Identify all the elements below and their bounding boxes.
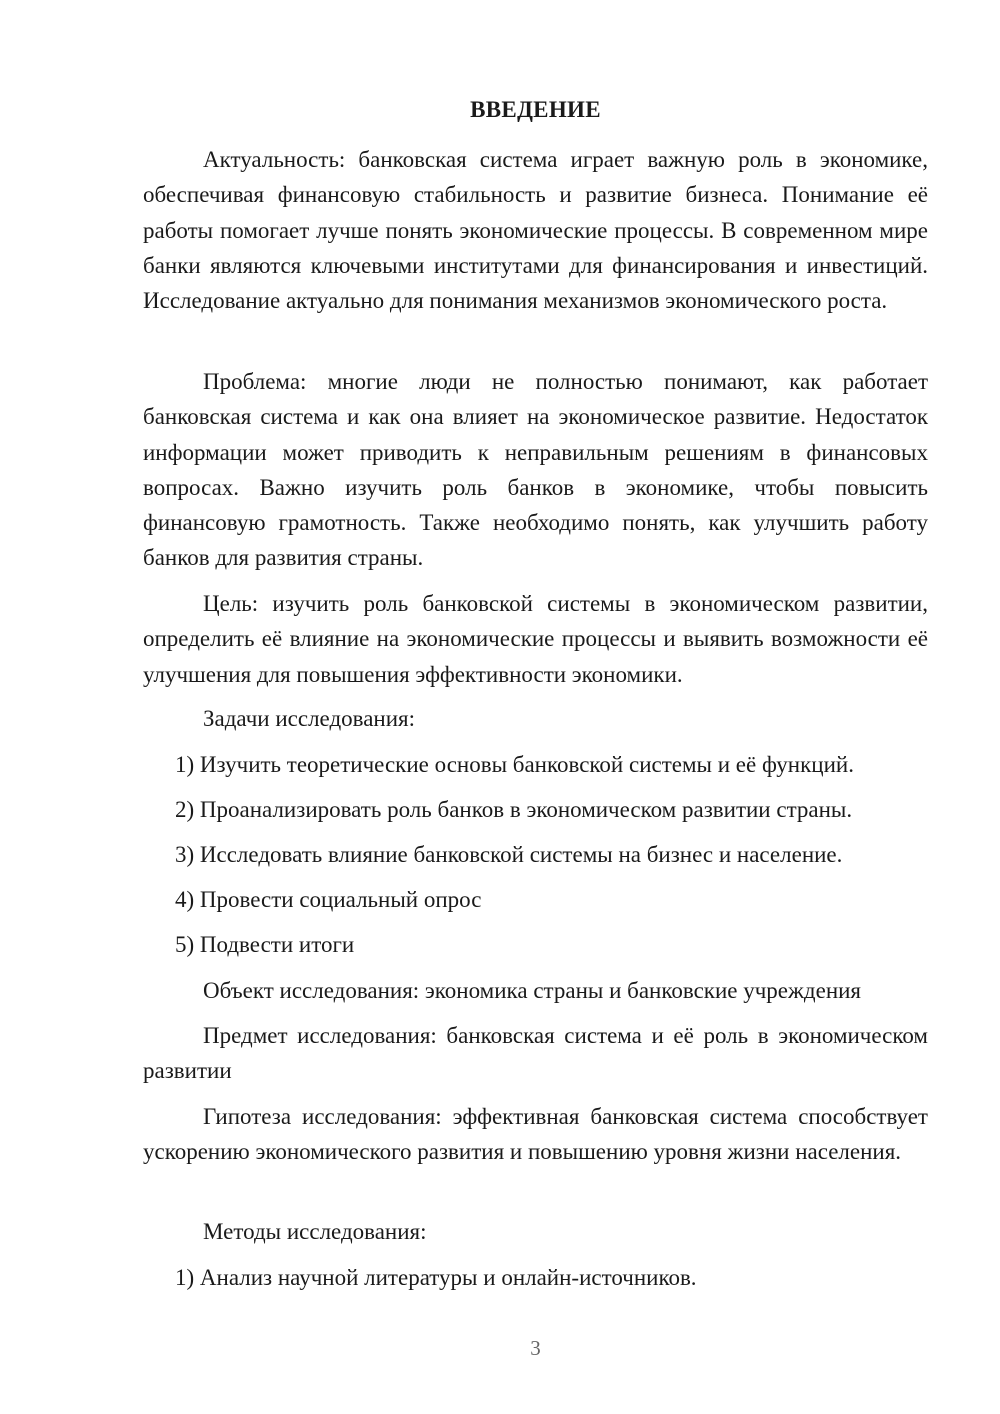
object-line: Объект исследования: экономика страны и банковские учреждения bbox=[203, 978, 862, 1003]
paragraph-problem: Проблема: многие люди не полностью понимают, как работает банковская система и как она влияет на экономическое развитие. Недостаток информации может приводить к неправильным решениям в финансовых вопросах. Важно изучить роль банков в экономике, чтобы повысить финансовую грамотность. Также необходимо понять, как улучшить работу банков для развития страны. bbox=[143, 369, 928, 571]
task-item-3: 3) Исследовать влияние банковской системы на бизнес и население. bbox=[175, 842, 843, 867]
task-item-1: 1) Изучить теоретические основы банковской системы и её функций. bbox=[175, 752, 854, 777]
methods-heading: Методы исследования: bbox=[203, 1219, 427, 1244]
paragraph-goal: Цель: изучить роль банковской системы в экономическом развитии, определить её влияние на экономические процессы и выявить возможности её улучшения для повышения эффективности экономики. bbox=[143, 591, 928, 687]
tasks-heading: Задачи исследования: bbox=[203, 706, 416, 731]
task-item-5: 5) Подвести итоги bbox=[175, 932, 355, 957]
paragraph-hypothesis: Гипотеза исследования: эффективная банковская система способствует ускорению экономического развития и повышению уровня жизни населения. bbox=[143, 1104, 928, 1165]
paragraph-subject: Предмет исследования: банковская система и её роль в экономическом развитии bbox=[143, 1023, 928, 1084]
task-item-4: 4) Провести социальный опрос bbox=[175, 887, 482, 912]
task-item-2: 2) Проанализировать роль банков в экономическом развитии страны. bbox=[175, 797, 853, 822]
document-page bbox=[143, 0, 928, 1414]
method-item-1: 1) Анализ научной литературы и онлайн-источников. bbox=[175, 1265, 697, 1290]
page-title: ВВЕДЕНИЕ bbox=[470, 97, 601, 122]
page-number: 3 bbox=[530, 1336, 541, 1360]
paragraph-relevance: Актуальность: банковская система играет важную роль в экономике, обеспечивая финансовую стабильность и развитие бизнеса. Понимание её работы помогает лучше понять экономические процессы. В современном мире банки являются ключевыми институтами для финансирования и инвестиций. Исследование актуально для понимания механизмов экономического роста. bbox=[143, 147, 928, 314]
